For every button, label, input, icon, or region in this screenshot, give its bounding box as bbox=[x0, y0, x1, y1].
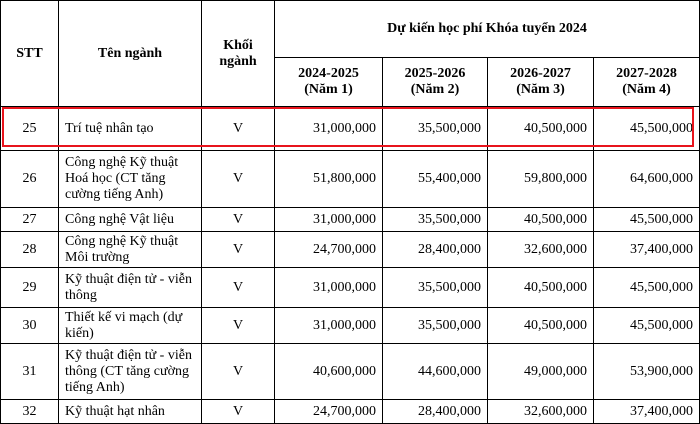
stt-cell: 27 bbox=[1, 208, 59, 232]
fee-cell: 35,500,000 bbox=[383, 208, 488, 232]
fee-cell: 31,000,000 bbox=[275, 208, 383, 232]
stt-cell: 26 bbox=[1, 151, 59, 208]
nganh-name-cell: Trí tuệ nhân tạo bbox=[59, 107, 202, 151]
fee-cell: 37,400,000 bbox=[594, 400, 700, 424]
header-year-4: 2027-2028 (Năm 4) bbox=[594, 58, 700, 107]
nganh-name-cell: Công nghệ Vật liệu bbox=[59, 208, 202, 232]
fee-cell: 32,600,000 bbox=[488, 400, 594, 424]
header-year-2: 2025-2026 (Năm 2) bbox=[383, 58, 488, 107]
header-stt: STT bbox=[1, 1, 59, 107]
nganh-name-cell: Kỹ thuật điện tử - viễn thông bbox=[59, 268, 202, 308]
fee-cell: 28,400,000 bbox=[383, 400, 488, 424]
khoi-cell: V bbox=[202, 308, 275, 344]
fee-cell: 32,600,000 bbox=[488, 232, 594, 268]
fee-cell: 24,700,000 bbox=[275, 232, 383, 268]
fee-cell: 51,800,000 bbox=[275, 151, 383, 208]
fee-cell: 40,600,000 bbox=[275, 344, 383, 400]
khoi-cell: V bbox=[202, 344, 275, 400]
fee-cell: 40,500,000 bbox=[488, 308, 594, 344]
table-row bbox=[1, 232, 700, 268]
fee-cell: 35,500,000 bbox=[383, 107, 488, 151]
stt-cell: 29 bbox=[1, 268, 59, 308]
nganh-name-cell: Kỹ thuật điện tử - viễn thông (CT tăng cường tiếng Anh) bbox=[59, 344, 202, 400]
nganh-name-cell: Thiết kế vi mạch (dự kiến) bbox=[59, 308, 202, 344]
table-row bbox=[1, 400, 700, 424]
khoi-cell: V bbox=[202, 107, 275, 151]
header-year-1: 2024-2025 (Năm 1) bbox=[275, 58, 383, 107]
khoi-cell: V bbox=[202, 232, 275, 268]
header-khoi-nganh: Khối ngành bbox=[202, 1, 275, 107]
fee-cell: 31,000,000 bbox=[275, 308, 383, 344]
table-row bbox=[1, 208, 700, 232]
fee-cell: 35,500,000 bbox=[383, 268, 488, 308]
nganh-name-cell: Công nghệ Kỹ thuật Môi trường bbox=[59, 232, 202, 268]
fee-cell: 44,600,000 bbox=[383, 344, 488, 400]
fee-cell: 40,500,000 bbox=[488, 107, 594, 151]
table-row bbox=[1, 107, 700, 151]
header-year-3: 2026-2027 (Năm 3) bbox=[488, 58, 594, 107]
fee-cell: 49,000,000 bbox=[488, 344, 594, 400]
stt-cell: 30 bbox=[1, 308, 59, 344]
fee-cell: 28,400,000 bbox=[383, 232, 488, 268]
fee-cell: 45,500,000 bbox=[594, 268, 700, 308]
fee-cell: 45,500,000 bbox=[594, 208, 700, 232]
table-row bbox=[1, 268, 700, 308]
fee-cell: 37,400,000 bbox=[594, 232, 700, 268]
table-row bbox=[1, 308, 700, 344]
fee-cell: 59,800,000 bbox=[488, 151, 594, 208]
fee-cell: 31,000,000 bbox=[275, 107, 383, 151]
khoi-cell: V bbox=[202, 268, 275, 308]
fee-cell: 55,400,000 bbox=[383, 151, 488, 208]
khoi-cell: V bbox=[202, 151, 275, 208]
stt-cell: 28 bbox=[1, 232, 59, 268]
fee-cell: 45,500,000 bbox=[594, 308, 700, 344]
khoi-cell: V bbox=[202, 208, 275, 232]
fee-cell: 40,500,000 bbox=[488, 268, 594, 308]
nganh-name-cell: Kỹ thuật hạt nhân bbox=[59, 400, 202, 424]
stt-cell: 31 bbox=[1, 344, 59, 400]
fee-cell: 53,900,000 bbox=[594, 344, 700, 400]
nganh-name-cell: Công nghệ Kỹ thuật Hoá học (CT tăng cường tiếng Anh) bbox=[59, 151, 202, 208]
fee-cell: 45,500,000 bbox=[594, 107, 700, 151]
fee-cell: 35,500,000 bbox=[383, 308, 488, 344]
stt-cell: 25 bbox=[1, 107, 59, 151]
table-row bbox=[1, 151, 700, 208]
table-row bbox=[1, 344, 700, 400]
fee-cell: 64,600,000 bbox=[594, 151, 700, 208]
khoi-cell: V bbox=[202, 400, 275, 424]
header-du-kien-hoc-phi: Dự kiến học phí Khóa tuyển 2024 bbox=[275, 1, 700, 58]
header-ten-nganh: Tên ngành bbox=[59, 1, 202, 107]
fee-cell: 31,000,000 bbox=[275, 268, 383, 308]
fee-cell: 40,500,000 bbox=[488, 208, 594, 232]
fee-cell: 24,700,000 bbox=[275, 400, 383, 424]
stt-cell: 32 bbox=[1, 400, 59, 424]
